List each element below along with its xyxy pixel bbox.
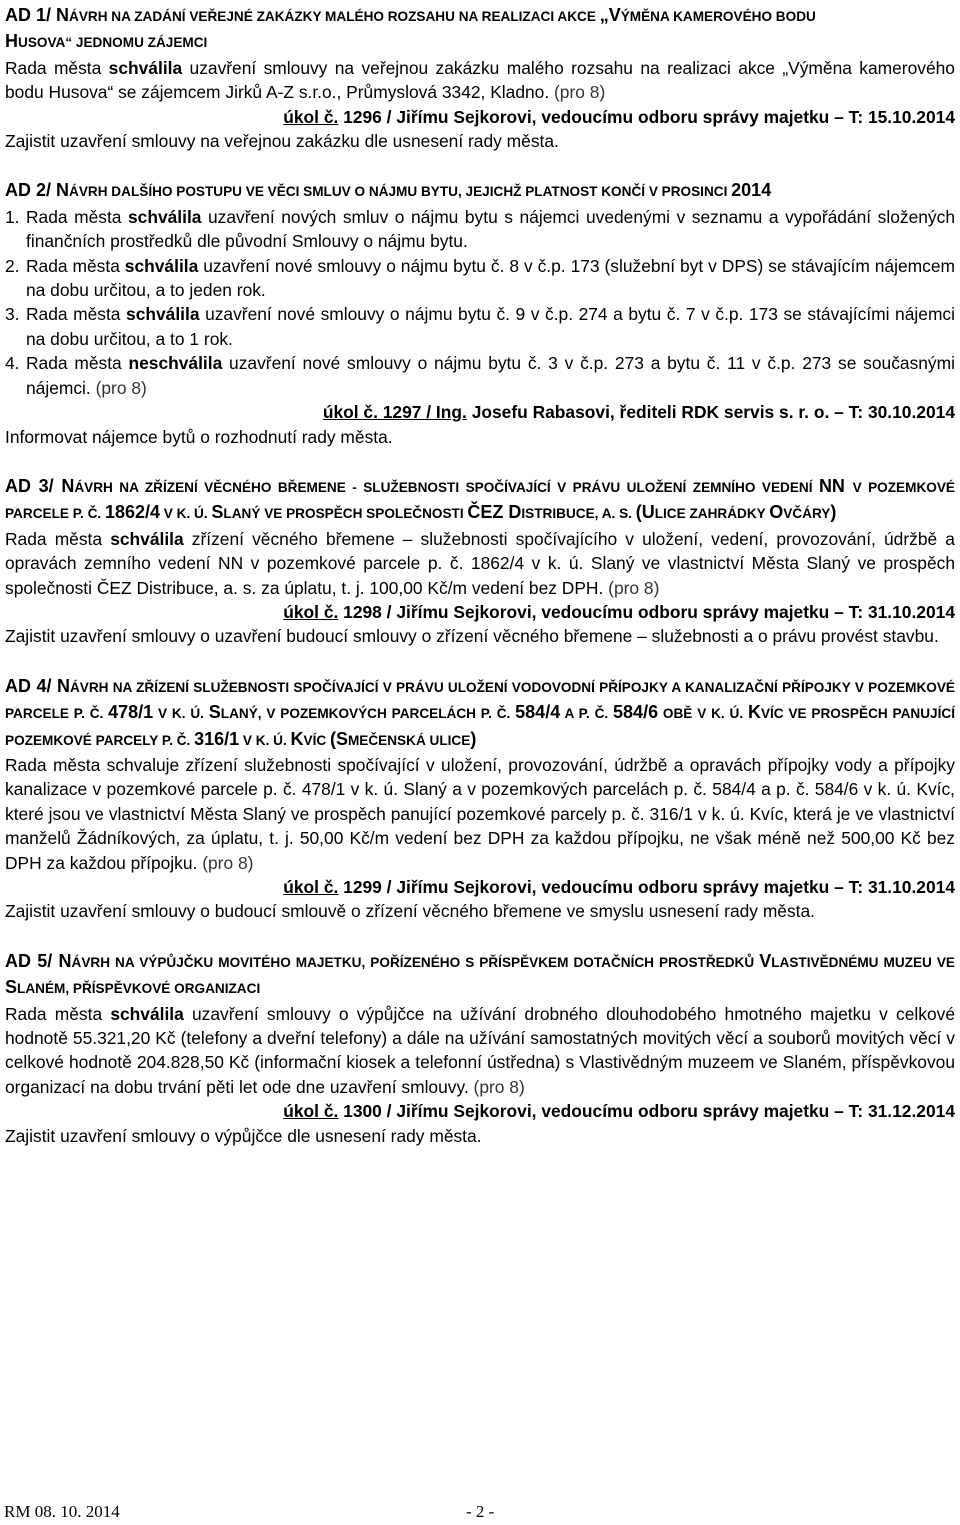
- heading-text: AD 4/ N: [5, 675, 70, 696]
- task-detail: 1299 / Jiřímu Sejkorovi, vedoucímu odboru správy majetku – T: 31.10.2014: [338, 877, 955, 897]
- heading-text: ČEZ D: [467, 502, 522, 523]
- heading-text: „V: [599, 5, 621, 25]
- heading-text: VČÁRY: [783, 506, 831, 522]
- agenda-item-2: [5, 178, 955, 448]
- list-text-part: Rada města: [26, 206, 128, 227]
- list-item: [5, 205, 955, 254]
- heading-text: O: [769, 502, 784, 523]
- heading-text: USOVA“ JEDNOMU ZÁJEMCI: [18, 35, 208, 51]
- task-detail: 1296 / Jiřímu Sejkorovi, vedoucímu odboru správy majetku – T: 15.10.2014: [338, 106, 955, 127]
- heading-text: AD 2/ N: [5, 180, 70, 201]
- resolution-text: [5, 753, 955, 875]
- resolution-verb: schválila: [110, 528, 184, 549]
- task-line: [5, 105, 955, 129]
- list-text-part: Rada města: [26, 304, 127, 325]
- heading-text: V POZEMKOVÉ PARCELE P. Č.: [5, 479, 955, 522]
- task-label: úkol č.: [283, 106, 339, 127]
- heading-text: (U: [635, 502, 655, 523]
- heading-text: K: [747, 702, 761, 723]
- heading-text: 478/1: [108, 702, 154, 723]
- footer-date: RM 08. 10. 2014: [4, 1502, 120, 1521]
- heading-text: 316/1: [194, 728, 240, 749]
- list-number: 1.: [5, 206, 20, 227]
- list-text-part: uzavření nové smlouvy o nájmu bytu č. 3 v č.p. 273 a bytu č. 11 v č.p. 273 se současnými nájemci.: [26, 353, 955, 398]
- vote-count: (pro 8): [473, 1076, 525, 1097]
- heading-text: OBĚ V K. Ú.: [658, 706, 748, 722]
- agenda-item-3-heading: [5, 474, 955, 527]
- list-item: [5, 351, 955, 400]
- list-text-part: uzavření nové smlouvy o nájmu bytu č. 9 v č.p. 274 a bytu č. 7 v č.p. 173 se stávajícími nájemci na dobu určitou, a to 1 rok.: [26, 304, 955, 349]
- task-label: úkol č.: [283, 601, 339, 622]
- task-label: úkol č.: [283, 1101, 339, 1122]
- heading-text: AD 5/ N: [5, 950, 72, 971]
- heading-text: LASTIVĚDNÉMU MUZEU VE: [771, 954, 955, 970]
- resolution-verb: schválila: [124, 255, 199, 276]
- resolution-verb: schválila: [127, 206, 202, 227]
- task-instruction: Zajistit uzavření smlouvy o uzavření budoucí smlouvy o zřízení věcného břemene – služebnosti a o právu provést stavbu.: [5, 626, 939, 647]
- heading-text: V K. Ú.: [153, 706, 209, 722]
- resolution-text-part: Rada města: [5, 528, 111, 549]
- heading-text: NN: [818, 475, 845, 496]
- vote-count: (pro 8): [95, 377, 147, 398]
- heading-text: VÍC: [303, 732, 330, 748]
- list-text: [26, 205, 955, 254]
- heading-text: VÍC VE PROSPĚCH PANUJÍCÍ POZEMKOVÉ PARCELY P. Č.: [5, 706, 955, 748]
- vote-count: (pro 8): [202, 852, 254, 873]
- task-detail: Josefu Rabasovi, řediteli RDK servis s. r. o. – T: 30.10.2014: [466, 402, 955, 423]
- resolution-text: [5, 1002, 955, 1100]
- resolution-text-part: uzavření smlouvy na veřejnou zakázku malého rozsahu na realizaci akce „Výměna kamerového bodu Husova“ se zájemcem Jirků A-Z s.r.o., Průmyslová 3342, Kladno.: [5, 57, 955, 103]
- list-number: 3.: [5, 304, 20, 325]
- heading-text: LANÝ VE PROSPĚCH SPOLEČNOSTI: [223, 506, 468, 522]
- document-page: [5, 3, 955, 1173]
- agenda-item-4: [5, 674, 955, 924]
- resolution-text-part: Rada města: [5, 1003, 111, 1024]
- task-label: úkol č.: [283, 877, 339, 897]
- heading-text: 584/4: [515, 702, 561, 723]
- heading-text: LANÝ, V POZEMKOVÝCH PARCELÁCH P. Č.: [220, 706, 516, 722]
- resolution-verb: neschválila: [128, 353, 223, 374]
- heading-text: AD 1/ N: [5, 5, 70, 25]
- heading-text: ): [830, 502, 837, 523]
- task-label: úkol č.: [322, 402, 378, 423]
- resolution-text-part: zřízení věcného břemene – služebnosti spočívajícího v uložení, vedení, provozování, údržbě a opravách zemního vedení NN v pozemkové parcele p. č. 1862/4 v k. ú. Slaný ve vlastnictví Města Slaný ve prospěch společnosti ČEZ Distribuce, a. s. za úplatu, t. j. 100,00 Kč/m vedení bez DPH.: [5, 528, 955, 598]
- resolution-text-part: uzavření smlouvy o výpůjčce na užívání drobného dlouhodobého hmotného majetku v celkové hodnotě 55.321,20 Kč (telefony a dveřní telefony) a dále na užívání samostatných movitých věcí a souborů movitých věcí v celkové hodnotě 204.828,50 Kč (informační kiosek a telefonní ústředna) s Vlastivědným muzeem ve Slaném, příspěvkovou organizací na dobu trvání pěti let ode dne uzavření smlouvy.: [5, 1003, 955, 1097]
- heading-text: S: [211, 502, 224, 523]
- heading-text: ISTRIBUCE, A. S.: [521, 506, 636, 522]
- heading-text: ): [470, 728, 477, 749]
- heading-text: 584/6: [613, 702, 659, 723]
- heading-text: ÁVRH NA ZADÁNÍ VEŘEJNÉ ZAKÁZKY MALÉHO ROZSAHU NA REALIZACI AKCE: [69, 9, 600, 24]
- resolution-verb: schválila: [108, 57, 183, 78]
- list-text-part: Rada města: [26, 255, 125, 276]
- page-number: - 2 -: [466, 1502, 495, 1521]
- heading-text: A P. Č.: [560, 706, 614, 722]
- heading-text: ÁVRH NA ZŘÍZENÍ VĚCNÉHO BŘEMENE - SLUŽEBNOSTI SPOČÍVAJÍCÍ V PRÁVU ULOŽENÍ ZEMNÍHO VEDENÍ: [74, 479, 819, 495]
- list-text: [26, 351, 955, 400]
- list-number: 2.: [5, 255, 20, 276]
- heading-text: MEČENSKÁ ULICE: [347, 732, 471, 748]
- heading-text: H: [5, 31, 18, 52]
- task-instruction: Zajistit uzavření smlouvy o budoucí smlouvě o zřízení věcného břemene ve smyslu usnesení rady města.: [5, 901, 816, 922]
- heading-text: AD 3/ N: [5, 475, 75, 496]
- agenda-item-3: [5, 474, 955, 649]
- list-item: [5, 302, 955, 351]
- page-footer: [4, 1500, 956, 1522]
- heading-text: S: [208, 702, 221, 723]
- task-instruction: Informovat nájemce bytů o rozhodnutí rady města.: [5, 426, 393, 447]
- list-text: [26, 254, 955, 303]
- heading-text: V: [759, 950, 772, 971]
- task-line: [5, 400, 955, 424]
- agenda-item-2-heading: [5, 178, 955, 204]
- heading-text: 1862/4: [104, 502, 161, 523]
- vote-count: (pro 8): [608, 577, 660, 598]
- resolution-text-part: Rada města: [5, 57, 109, 78]
- heading-text: V K. Ú.: [239, 732, 291, 748]
- heading-text: ÁVRH NA VÝPŮJČKU MOVITÉHO MAJETKU, POŘÍZENÉHO S PŘÍSPĚVKEM DOTAČNÍCH PROSTŘEDKŮ: [71, 954, 760, 970]
- task-detail: 1300 / Jiřímu Sejkorovi, vedoucímu odboru správy majetku – T: 31.12.2014: [338, 1101, 955, 1122]
- resolution-text-part: Rada města schvaluje zřízení služebnosti spočívající v uložení, provozování, údržbě a opravách přípojky vody a přípojky kanalizace v pozemkové parcele p. č. 478/1 v k. ú. Slaný a v pozemkových parcelách p. č. 584/4 a p. č. 584/6 v k. ú. Kvíc, které jsou ve vlastnictví Města Slaný ve prospěch panující pozemkové parcely p. č. 316/1 v k. ú. Kvíc, která je ve vlastnictví manželů Žádníkových, za úplatu, t. j. 50,00 Kč/m vedení bez DPH za každou přípojku, ne však méně než 500,00 Kč bez DPH za každou přípojku.: [5, 754, 955, 873]
- resolution-verb: schválila: [110, 1003, 184, 1024]
- task-line: [5, 600, 955, 624]
- heading-text: ÁVRH NA ZŘÍZENÍ SLUŽEBNOSTI SPOČÍVAJÍCÍ V PRÁVU ULOŽENÍ VODOVODNÍ PŘÍPOJKY A KANALIZAČNÍ PŘÍPOJKY V POZEMKOVÉ PARCELE P. Č.: [5, 679, 955, 722]
- list-text-part: Rada města: [26, 353, 129, 374]
- task-detail: 1298 / Jiřímu Sejkorovi, vedoucímu odboru správy majetku – T: 31.10.2014: [338, 601, 955, 622]
- task-label: 1297 / Ing.: [377, 402, 467, 423]
- heading-text: (S: [329, 728, 348, 749]
- vote-count: (pro 8): [554, 82, 606, 103]
- heading-text: K: [290, 728, 304, 749]
- resolution-text: [5, 527, 955, 600]
- heading-text: LANÉM, PŘÍSPĚVKOVÉ ORGANIZACI: [17, 981, 261, 997]
- task-line: [5, 875, 955, 899]
- agenda-item-5: [5, 949, 955, 1148]
- agenda-item-1-heading: [5, 3, 955, 56]
- task-instruction: Zajistit uzavření smlouvy o výpůjčce dle usnesení rady města.: [5, 1125, 482, 1146]
- list-text: [26, 302, 955, 351]
- heading-text: 2014: [731, 180, 772, 201]
- task-line: [5, 1099, 955, 1123]
- heading-text: S: [5, 977, 18, 998]
- list-text-part: uzavření nové smlouvy o nájmu bytu č. 8 v č.p. 173 (služební byt v DPS) se stávajícím nájemcem na dobu určitou, a to jeden rok.: [26, 255, 955, 301]
- agenda-item-4-heading: [5, 674, 955, 753]
- list-item: [5, 254, 955, 303]
- agenda-item-1: [5, 3, 955, 153]
- task-instruction: Zajistit uzavření smlouvy na veřejnou zakázku dle usnesení rady města.: [5, 131, 559, 152]
- resolution-verb: schválila: [126, 304, 200, 325]
- list-text-part: uzavření nových smluv o nájmu bytu s nájemci uvedenými v seznamu a vypořádání složených finančních prostředků dle původní Smlouvy o nájmu bytu.: [26, 206, 955, 252]
- heading-text: ÁVRH DALŠÍHO POSTUPU VE VĚCI SMLUV O NÁJMU BYTU, JEJICHŽ PLATNOST KONČÍ V PROSINCI: [69, 184, 732, 200]
- list-number: 4.: [5, 353, 20, 374]
- agenda-item-5-heading: [5, 949, 955, 1002]
- heading-text: LICE ZAHRÁDKY: [654, 506, 770, 522]
- resolution-text: [5, 56, 955, 105]
- heading-text: ÝMĚNA KAMEROVÉHO BODU: [620, 9, 816, 24]
- heading-text: V K. Ú.: [160, 506, 212, 522]
